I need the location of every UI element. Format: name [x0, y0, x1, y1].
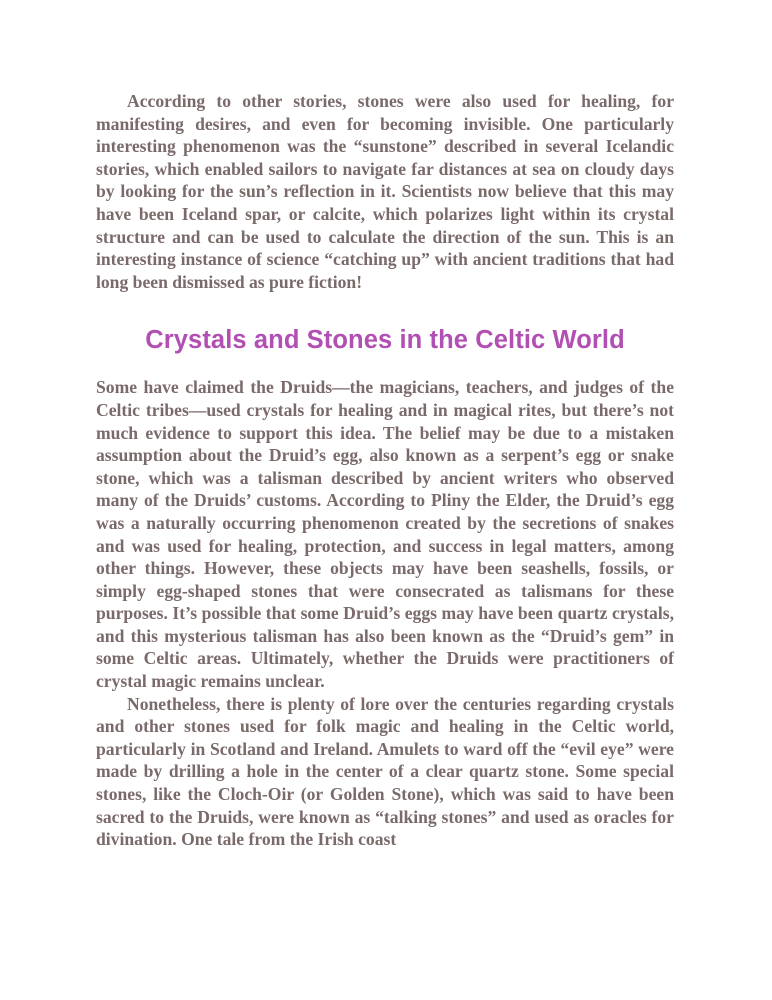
section-heading: Crystals and Stones in the Celtic World: [145, 326, 625, 355]
body-paragraph: Some have claimed the Druids—the magicians, teachers, and judges of the Celtic tribes—used crystals for healing and in magical rites, but there’s not much evidence to support this idea. The belief may be due to a mistaken assumption about the Druid’s egg, also known as a serpent’s egg or snake stone, which was a talisman described by ancient writers who observed many of the Druids’ customs. According to Pliny the Elder, the Druid’s egg was a naturally occurring phenomenon created by the secretions of snakes and was used for healing, protection, and success in legal matters, among other things. However, these objects may have been seashells, fossils, or simply egg-shaped stones that were consecrated as talismans for these purposes. It’s possible that some Druid’s eggs may have been quartz crystals, and this mysterious talisman has also been known as the “Druid’s gem” in some Celtic areas. Ultimately, whether the Druids were practitioners of crystal magic remains unclear.: [96, 377, 674, 692]
book-page: [96, 90, 674, 851]
body-paragraph: Nonetheless, there is plenty of lore over the centuries regarding crystals and other stones used for folk magic and healing in the Celtic world, particularly in Scotland and Ireland. Amulets to ward off the “evil eye” were made by drilling a hole in the center of a clear quartz stone. Some special stones, like the Cloch-Oir (or Golden Stone), which was said to have been sacred to the Druids, were known as “talking stones” and used as oracles for divination. One tale from the Irish coast: [96, 693, 674, 850]
body-paragraph: According to other stories, stones were also used for healing, for manifesting desires, and even for becoming invisible. One particularly interesting phenomenon was the “sunstone” described in several Icelandic stories, which enabled sailors to navigate far distances at sea on cloudy days by looking for the sun’s reflection in it. Scientists now believe that this may have been Iceland spar, or calcite, which polarizes light within its crystal structure and can be used to calculate the direction of the sun. This is an interesting instance of science “catching up” with ancient traditions that had long been dismissed as pure fiction!: [96, 91, 674, 292]
